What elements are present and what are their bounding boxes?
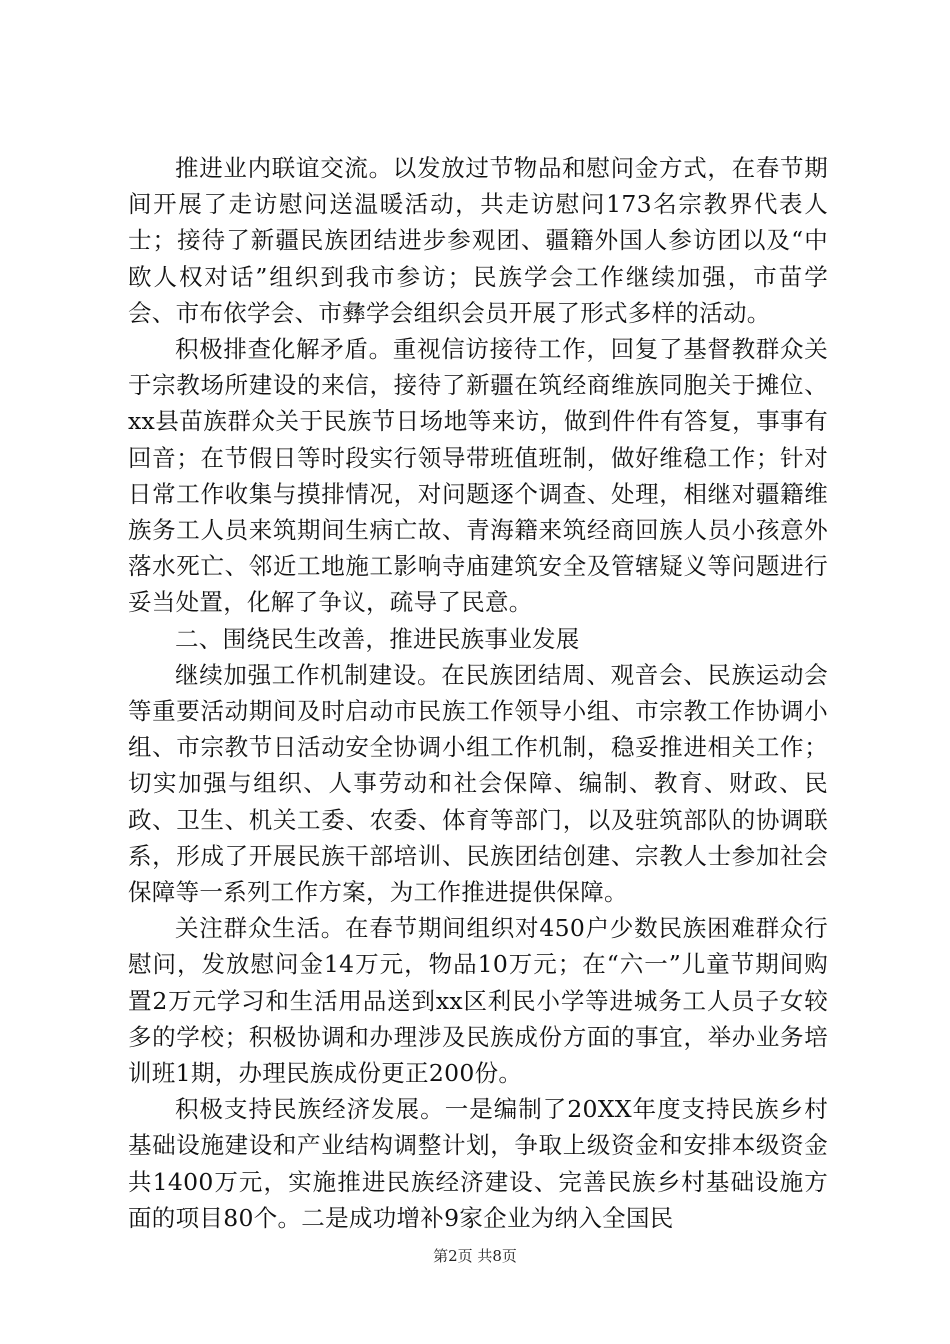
paragraph-economic-development: 积极支持民族经济发展。一是编制了20XX年度支持民族乡村基础设施建设和产业结构调整计划，争取上级资金和安排本级资金共1400万元，实施推进民族经济建设、完善民族乡村基础设施方面的项目80个。二是成功增补9家企业为纳入全国民 bbox=[128, 1095, 828, 1232]
paragraph-liaison-exchange: 推进业内联谊交流。以发放过节物品和慰问金方式，在春节期间开展了走访慰问送温暖活动，共走访慰问173名宗教界代表人士；接待了新疆民族团结进步参观团、疆籍外国人参访团以及“中欧人权对话”组织到我市参访；民族学会工作继续加强，市苗学会、市布依学会、市彝学会组织会员开展了形式多样的活动。 bbox=[128, 154, 828, 327]
page-number-footer: 第2页 共8页 bbox=[433, 1247, 517, 1265]
paragraph-public-life: 关注群众生活。在春节期间组织对450户少数民族困难群众行慰问，发放慰问金14万元，物品10万元；在“六一”儿童节期间购置2万元学习和生活用品送到xx区利民小学等进城务工人员子女较多的学校；积极协调和办理涉及民族成份方面的事宜，举办业务培训班1期，办理民族成份更正200份。 bbox=[128, 914, 828, 1088]
section-heading-livelihood: 二、围绕民生改善，推进民族事业发展 bbox=[175, 624, 580, 653]
document-body bbox=[128, 150, 828, 1236]
paragraph-resolve-conflicts: 积极排查化解矛盾。重视信访接待工作，回复了基督教群众关于宗教场所建设的来信，接待了新疆在筑经商维族同胞关于摊位、xx县苗族群众关于民族节日场地等来访，做到件件有答复，事事有回音；在节假日等时段实行领导带班值班制，做好维稳工作；针对日常工作收集与摸排情况，对问题逐个调查、处理，相继对疆籍维族务工人员来筑期间生病亡故、青海籍来筑经商回族人员小孩意外落水死亡、邻近工地施工影响寺庙建筑安全及管辖疑义等问题进行妥当处置，化解了争议，疏导了民意。 bbox=[128, 335, 828, 617]
paragraph-work-mechanism: 继续加强工作机制建设。在民族团结周、观音会、民族运动会等重要活动期间及时启动市民族工作领导小组、市宗教工作协调小组、市宗教节日活动安全协调小组工作机制，稳妥推进相关工作；切实加强与组织、人事劳动和社会保障、编制、教育、财政、民政、卫生、机关工委、农委、体育等部门，以及驻筑部队的协调联系，形成了开展民族干部培训、民族团结创建、宗教人士参加社会保障等一系列工作方案，为工作推进提供保障。 bbox=[128, 660, 828, 907]
